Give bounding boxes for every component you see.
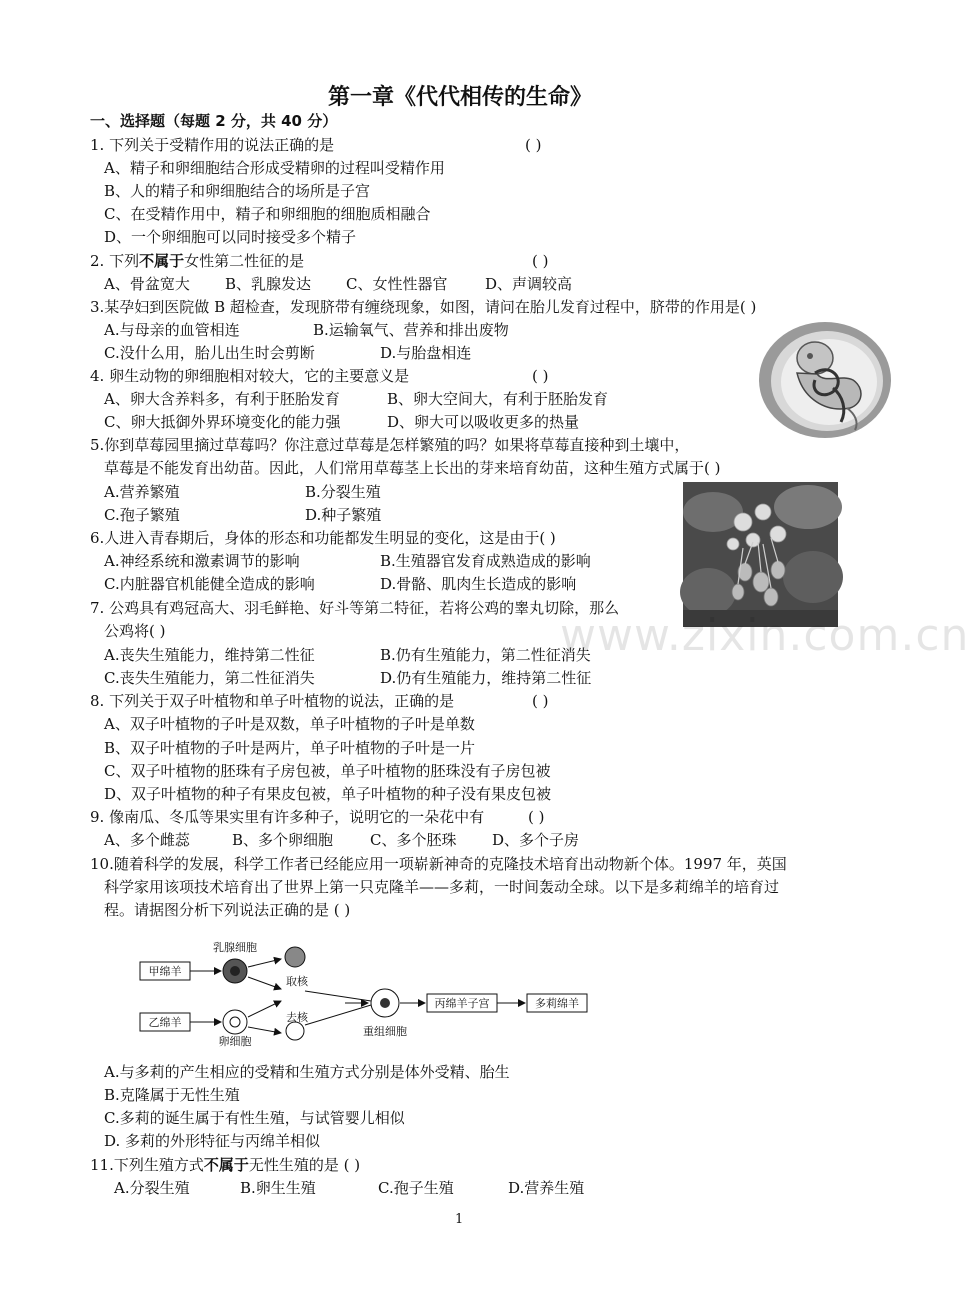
q10-option-a: A.与多莉的产生相应的受精和生殖方式分别是体外受精、胎生: [104, 1063, 510, 1081]
q4-option-d: D、卵大可以吸收更多的热量: [387, 413, 580, 431]
q6-option-a: A.神经系统和激素调节的影响: [104, 552, 300, 570]
mammary-cell-label: 乳腺细胞: [213, 941, 257, 954]
q7-option-a: A.丧失生殖能力，维持第二性征: [104, 646, 315, 664]
q10-stem-line1: 10.随着科学的发展，科学工作者已经能应用一项崭新神奇的克隆技术培育出动物新个体。1997 年，英国: [90, 855, 787, 873]
section-heading: 一、选择题（每题 2 分，共 40 分）: [90, 112, 338, 130]
q6-option-b: B.生殖器官发育成熟造成的影响: [380, 552, 591, 570]
q2-stem-pre: 2. 下列: [90, 252, 140, 270]
q7-option-d: D.仍有生殖能力，维持第二性征: [380, 669, 592, 687]
q5-option-a: A.营养繁殖: [104, 483, 180, 501]
q8-option-c: C、双子叶植物的胚珠有子房包被，单子叶植物的胚珠没有子房包被: [104, 762, 551, 780]
recombined-cell-label: 重组细胞: [363, 1025, 407, 1038]
remove-nucleus-label: 去核: [286, 1011, 308, 1024]
q6-option-d: D.骨骼、肌肉生长造成的影响: [380, 575, 577, 593]
q5-option-d: D.种子繁殖: [305, 506, 382, 524]
q9-option-d: D、多个子房: [492, 831, 580, 849]
q1-option-a: A、精子和卵细胞结合形成受精卵的过程叫受精作用: [104, 159, 445, 177]
q10-option-b: B.克隆属于无性生殖: [104, 1086, 240, 1104]
q8-option-a: A、双子叶植物的子叶是双数，单子叶植物的子叶是单数: [104, 715, 475, 733]
q8-option-d: D、双子叶植物的种子有果皮包被，单子叶植物的种子没有果皮包被: [104, 785, 552, 803]
q2-stem-post: 女性第二性征的是: [184, 252, 305, 270]
q1-answer-paren: ( ): [525, 136, 542, 154]
q5-stem-line1: 5.你到草莓园里摘过草莓吗？你注意过草莓是怎样繁殖的吗？如果将草莓直接种到土壤中，: [90, 436, 690, 454]
q8-option-b: B、双子叶植物的子叶是两片，单子叶植物的子叶是一片: [104, 739, 476, 757]
watermark: www.zixin.com.cn: [560, 610, 969, 661]
q2-option-c: C、女性性器官: [346, 275, 448, 293]
q3-option-d: D.与胎盘相连: [380, 344, 472, 362]
q5-option-b: B.分裂生殖: [305, 483, 381, 501]
q1-option-d: D、一个卵细胞可以同时接受多个精子: [104, 228, 357, 246]
q4-option-b: B、卵大空间大，有利于胚胎发育: [387, 390, 609, 408]
q11-stem-emphasis: 不属于: [203, 1156, 249, 1174]
q4-stem: 4. 卵生动物的卵细胞相对较大，它的主要意义是: [90, 367, 410, 385]
cloning-diagram: [135, 935, 595, 1050]
sheep-a-label: 甲绵羊: [148, 965, 182, 978]
q1-option-b: B、人的精子和卵细胞结合的场所是子宫: [104, 182, 371, 200]
q4-option-a: A、卵大含养料多，有利于胚胎发育: [104, 390, 340, 408]
q7-option-c: C.丧失生殖能力，第二性征消失: [104, 669, 315, 687]
q4-answer-paren: ( ): [532, 367, 549, 385]
page-number: 1: [455, 1212, 464, 1227]
q9-answer-paren: ( ): [528, 808, 545, 826]
q9-option-a: A、多个雌蕊: [104, 831, 190, 849]
q11-option-c: C.孢子生殖: [378, 1179, 454, 1197]
q10-option-d: D. 多莉的外形特征与丙绵羊相似: [104, 1132, 321, 1150]
q3-stem: 3.某孕妇到医院做 B 超检查，发现脐带有缠绕现象，如图，请问在胎儿发育过程中，脐带的作用是( ): [90, 298, 757, 316]
fetus-ultrasound-image: [755, 318, 880, 438]
q3-option-c: C.没什么用，胎儿出生时会剪断: [104, 344, 315, 362]
q7-option-b: B.仍有生殖能力，第二性征消失: [380, 646, 591, 664]
enucleated-cell: [286, 1022, 304, 1040]
q8-stem: 8. 下列关于双子叶植物和单子叶植物的说法，正确的是: [90, 692, 455, 710]
strawberry-plant-image: [683, 482, 838, 627]
q2-answer-paren: ( ): [532, 252, 549, 270]
q7-stem-line1: 7. 公鸡具有鸡冠高大、羽毛鲜艳、好斗等第二特征，若将公鸡的睾丸切除，那么: [90, 599, 620, 617]
q9-option-c: C、多个胚珠: [370, 831, 457, 849]
q7-stem-line2: 公鸡将( ): [104, 622, 166, 640]
q11-option-a: A.分裂生殖: [114, 1179, 190, 1197]
q9-option-b: B、多个卵细胞: [232, 831, 334, 849]
q8-answer-paren: ( ): [532, 692, 549, 710]
q2-stem: [90, 251, 304, 271]
q2-option-b: B、乳腺发达: [225, 275, 312, 293]
page-title: 第一章《代代相传的生命》: [327, 85, 592, 110]
q11-stem-pre: 11.下列生殖方式: [90, 1156, 204, 1174]
q4-option-c: C、卵大抵御外界环境变化的能力强: [104, 413, 341, 431]
q6-option-c: C.内脏器官机能健全造成的影响: [104, 575, 315, 593]
q3-option-b: B.运输氧气、营养和排出废物: [313, 321, 509, 339]
q2-option-a: A、骨盆宽大: [104, 275, 190, 293]
q11-option-d: D.营养生殖: [508, 1179, 585, 1197]
egg-cell-label: 卵细胞: [218, 1035, 252, 1048]
uterus-label: 丙绵羊子宫: [434, 997, 490, 1010]
q11-stem: [90, 1155, 360, 1175]
q10-stem-line2: 科学家用该项技术培育出了世界上第一只克隆羊——多莉，一时间轰动全球。以下是多莉绵羊的培育过: [104, 878, 780, 896]
q2-stem-emphasis: 不属于: [139, 252, 185, 270]
q3-option-a: A.与母亲的血管相连: [104, 321, 240, 339]
q10-option-c: C.多莉的诞生属于有性生殖，与试管婴儿相似: [104, 1109, 405, 1127]
q5-stem-line2: 草莓是不能发育出幼苗。因此，人们常用草莓茎上长出的芽来培育幼苗，这种生殖方式属于( ): [104, 459, 721, 477]
dolly-label: 多莉绵羊: [535, 997, 579, 1010]
extracted-nucleus-cell: [285, 947, 305, 967]
q11-option-b: B.卵生生殖: [240, 1179, 316, 1197]
q11-stem-post: 无性生殖的是 ( ): [248, 1156, 361, 1174]
q1-stem: 1. 下列关于受精作用的说法正确的是: [90, 136, 335, 154]
q5-option-c: C.孢子繁殖: [104, 506, 180, 524]
q6-stem: 6.人进入青春期后，身体的形态和功能都发生明显的变化，这是由于( ): [90, 529, 556, 547]
q1-option-c: C、在受精作用中，精子和卵细胞的细胞质相融合: [104, 205, 431, 223]
take-nucleus-label: 取核: [286, 975, 308, 988]
q10-stem-line3: 程。请据图分析下列说法正确的是 ( ): [104, 901, 351, 919]
q9-stem: 9. 像南瓜、冬瓜等果实里有许多种子，说明它的一朵花中有: [90, 808, 485, 826]
sheep-b-label: 乙绵羊: [148, 1016, 182, 1029]
q2-option-d: D、声调较高: [485, 275, 573, 293]
